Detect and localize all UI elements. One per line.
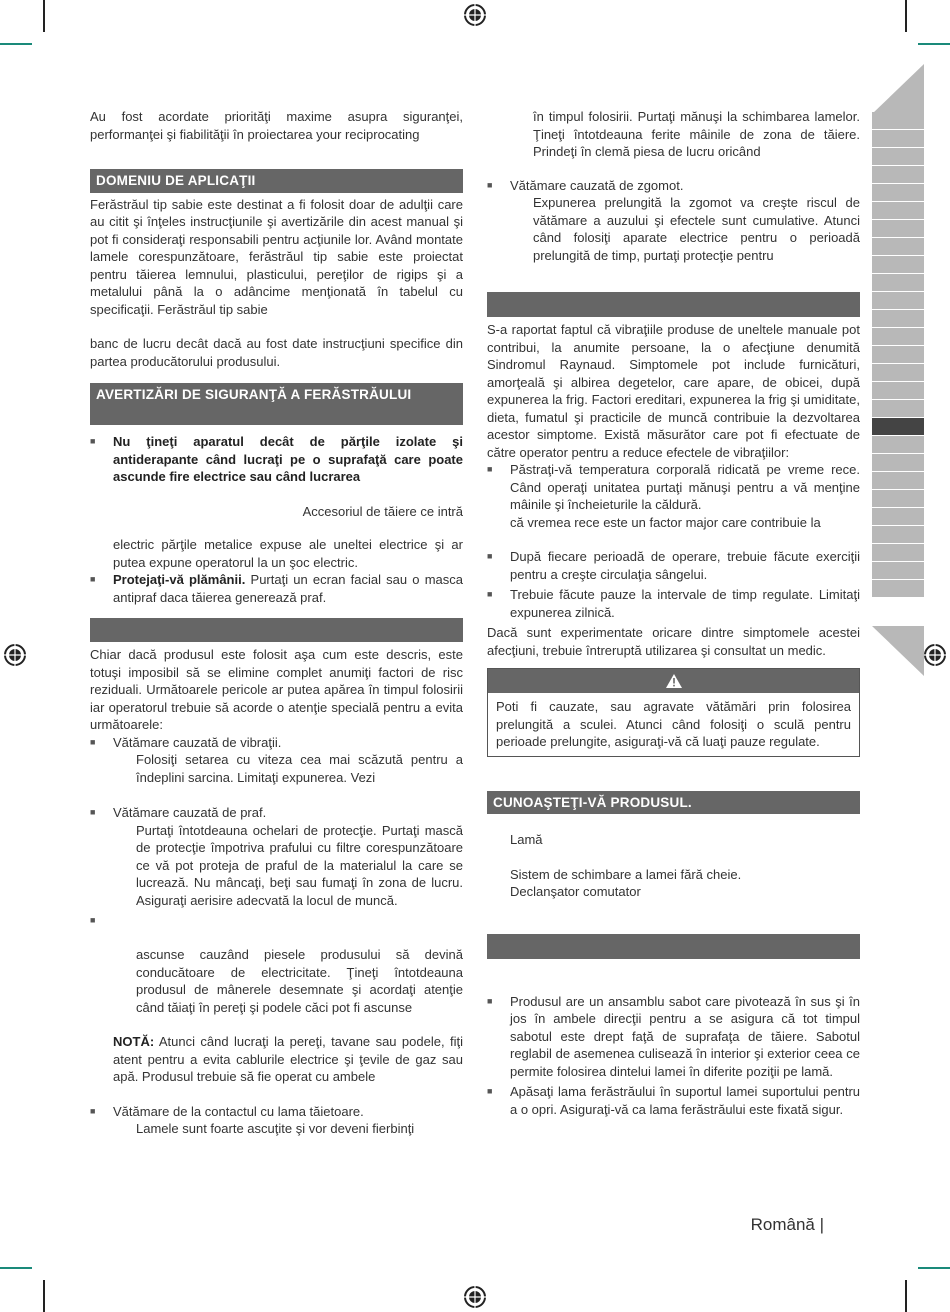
- residual-risk-heading: [90, 618, 463, 642]
- language-tab: [872, 292, 924, 310]
- language-tab-strip: [872, 112, 924, 598]
- residual-risk-paragraph: Chiar dacă produsul este folosit aşa cum este descris, este totuşi imposibil să se elimine complet anumiţi factori de risc reziduali. Următoarele pericole ar putea apărea în timpul folosirii iar operatorul trebuie să acorde o atenţie specială pentru a evita următoarele:: [90, 647, 463, 732]
- vibration-bullet: ■ Vătămare cauzată de vibraţii.: [90, 734, 463, 752]
- language-tab: [872, 202, 924, 220]
- language-tab: [872, 328, 924, 346]
- safety-heading: AVERTIZĂRI DE SIGURANŢĂ A FERĂSTRĂULUI: [90, 383, 463, 425]
- intro-paragraph: Au fost acordate priorităţi maxime asupra siguranţei, performanţei şi fiabilităţii în proiectarea your reciprocating: [90, 109, 463, 142]
- dust-text: Purtaţi întotdeauna ochelari de protecţie. Purtaţi mască de protecţie împotriva prafului cu filtre corespunzătoare ce vă pot proteja de praful de la materialul la care se lucrează. Nu mâncaţi, beţi sau fumaţi în zona de lucru. Asiguraţi aerisire adecvată la locul de muncă.: [136, 822, 463, 908]
- tab-strip-bottom-triangle: [872, 626, 924, 676]
- scope-paragraph: Ferăstrăul tip sabie este destinat a fi folosit doar de adulţii care au citit şi înţeles instrucţiunile şi avertizările din acest manual şi pot fi consideraţi responsabili pentru acţiunile lor. Având montate lamele corespunzătoare, ferăstrăul tip sabie este proiectat pentru tăierea lemnului, plasticului, pereţilor de rigips şi a metalului până la o adâncime menţionată în tabelul cu specificaţii. Ferăstrăul tip sabie: [90, 196, 463, 317]
- language-tab: [872, 454, 924, 472]
- crop-mark: [0, 1267, 32, 1269]
- language-tab: [872, 148, 924, 166]
- crop-mark: [905, 0, 907, 32]
- registration-mark-icon: [3, 643, 27, 667]
- vibration-heading: [487, 292, 860, 317]
- lungs-label: Protejaţi-vă plămânii.: [113, 572, 246, 587]
- note-label: NOTĂ:: [113, 1034, 155, 1049]
- crop-mark: [43, 0, 45, 32]
- registration-mark-icon: [463, 1285, 487, 1309]
- language-tab: [872, 526, 924, 544]
- language-tab: [872, 346, 924, 364]
- language-tab: [872, 490, 924, 508]
- warning-box-text: Poti fi cauzate, sau agravate vătămări prin folosirea prelungită a sculei. Atunci când folosiţi o sculă pentru perioade prelungite, asiguraţi-vă că luaţi pauze regulate.: [496, 699, 851, 749]
- language-tab: [872, 112, 924, 130]
- noise-bullet: ■ Vătămare cauzată de zgomot.: [487, 177, 860, 195]
- language-tab: [872, 436, 924, 454]
- language-tab: [872, 472, 924, 490]
- warning-box-header: [488, 669, 859, 693]
- language-tab: [872, 508, 924, 526]
- language-tab: [872, 166, 924, 184]
- warning-box: [487, 668, 860, 757]
- raynaud-bullet-2: ■ După fiecare perioadă de operare, trebuie făcute exerciţii pentru a creşte circulaţia sângelui.: [487, 548, 860, 583]
- operation-bullet-1: ■ Produsul are un ansamblu sabot care pivotează în sus şi în jos în ambele direcţii pentru a se asigura că tot timpul sabotul este drept faţă de suprafaţa de tăiere. Sabotul reglabil de asemenea culisează în interior şi exterior ceea ce permite folosirea dintelui lamei în diferite poziţii pe lamă.: [487, 993, 860, 1081]
- vibration-text: Folosiţi setarea cu viteza cea mai scăzută pentru a îndeplini sarcina. Limitaţi expunerea. Vezi: [136, 752, 463, 785]
- raynaud-bullet-1: ■ Păstraţi-vă temperatura corporală ridicată pe vreme rece. Când operaţi unitatea purtaţi mănuşi pentru a vă menţine mâinile şi încheieturile la căldură.: [487, 461, 860, 514]
- registration-mark-icon: [923, 643, 947, 667]
- item-trigger: Declanşator comutator: [510, 884, 641, 899]
- language-tab: [872, 562, 924, 580]
- crop-mark: [905, 1280, 907, 1312]
- raynaud-bullet-1-tail: că vremea rece este un factor major care contribuie la: [510, 514, 821, 530]
- language-tab: [872, 310, 924, 328]
- crop-mark: [43, 1280, 45, 1312]
- crop-mark: [0, 43, 32, 45]
- noise-text: Expunerea prelungită la zgomot va creşte riscul de vătămare a auzului şi efectele sunt cumulative. Atunci când folosiţi aparate electrice pentru o perioadă prelungită de timp, purtaţi protecţie pentru: [533, 195, 860, 263]
- operation-bullet-2: ■ Apăsaţi lama ferăstrăului în suportul lamei suportului pentru a o opri. Asiguraţi-vă ca lama ferăstrăului este fixată sigur.: [487, 1083, 860, 1118]
- tab-strip-top-triangle: [872, 64, 924, 114]
- language-tab: [872, 130, 924, 148]
- scope-paragraph-2: banc de lucru decât dacă au fost date instrucţiuni specifice din partea producătorului produsului.: [90, 336, 463, 369]
- registration-mark-icon: [463, 3, 487, 27]
- right-top-text: în timpul folosirii. Purtaţi mănuşi la schimbarea lamelor. Ţineţi întotdeauna ferite mâinile de zona de tăiere. Prindeţi în clemă piesa de lucru oricând: [533, 109, 860, 159]
- item-blade-change: Sistem de schimbare a lamei fără cheie.: [510, 866, 742, 882]
- warning-triangle-icon: [666, 674, 682, 688]
- item-blade: Lamă: [510, 832, 543, 847]
- scope-heading: DOMENIU DE APLICAŢII: [90, 169, 463, 193]
- safety-bullet-1: ■ Nu ţineţi aparatul decât de părţile izolate şi antiderapante când lucraţi pe o suprafaţă care poate ascunde fire electrice sau când lucrarea: [90, 433, 463, 486]
- language-tab: [872, 220, 924, 238]
- safety-bullet-1-cont: Accesoriul de tăiere ce intră: [302, 503, 463, 519]
- dust-bullet: ■ Vătămare cauzată de praf.: [90, 804, 463, 822]
- crop-mark: [918, 43, 950, 45]
- hidden-wires-bullet: [90, 912, 463, 930]
- know-product-heading: CUNOAŞTEŢI-VĂ PRODUSUL.: [487, 791, 860, 815]
- note-paragraph: [90, 1033, 463, 1086]
- blade-contact-bullet: ■ Vătămare de la contactul cu lama tăietoare.: [90, 1103, 463, 1121]
- right-column: [487, 108, 860, 1118]
- note-text: Atunci când lucraţi la pereţi, tavane sau podele, fiţi atent pentru a evita cablurile electrice şi ţevile de gaz sau apă. Produsul trebuie să fie operat cu ambele: [113, 1034, 463, 1084]
- language-tab: [872, 382, 924, 400]
- language-tab: [872, 400, 924, 418]
- language-tab: [872, 364, 924, 382]
- left-column: [90, 108, 463, 1138]
- language-tab: [872, 184, 924, 202]
- operation-heading: [487, 934, 860, 959]
- language-tab-active: [872, 418, 924, 436]
- raynaud-paragraph: S-a raportat faptul că vibraţiile produse de uneltele manuale pot contribui, la anumite persoane, la o afecţiune denumită Sindromul Raynaud. Simptomele pot include furnicături, amorţeală şi albirea degetelor, care apare, de obicei, după expunerea la frig. Factori ereditari, expunerea la frig şi umiditate, dieta, fumatul şi practicile de muncă contribuie la dezvoltarea acestor simptome. Există măsurător care pot fi efectuate de către operator pentru a reduce efectele de vibraţiilor:: [487, 322, 860, 460]
- safety-bullet-1-tail: electric părţile metalice expuse ale uneltei electrice şi ar putea expune operatorul la un şoc electric.: [113, 537, 463, 570]
- footer-language-label: Română |: [750, 1215, 824, 1234]
- language-tab: [872, 544, 924, 562]
- hidden-wires-text: ascunse cauzând piesele produsului să devină conducătoare de electricitate. Ţineţi întotdeauna produsul de mânerele desemnate şi acordaţi atenţie când tăiaţi în pereţi şi podele căci pot fi ascunse: [136, 947, 463, 1015]
- language-tab: [872, 274, 924, 292]
- language-tab: [872, 256, 924, 274]
- crop-mark: [918, 1267, 950, 1269]
- raynaud-bullet-3: ■ Trebuie făcute pauze la intervale de timp regulate. Limitaţi expunerea zilnică.: [487, 586, 860, 621]
- language-tab: [872, 238, 924, 256]
- blade-contact-text: Lamele sunt foarte ascuţite şi vor deveni fierbinţi: [136, 1121, 415, 1136]
- stop-use-paragraph: Dacă sunt experimentate oricare dintre simptomele acestei afecţiuni, trebuie întreruptă utilizarea şi consultat un medic.: [487, 625, 860, 658]
- safety-bullet-2: [90, 571, 463, 606]
- language-tab: [872, 580, 924, 598]
- lungs-text: Purtaţi un ecran facial sau o masca antipraf daca tăierea generează praf.: [113, 572, 463, 605]
